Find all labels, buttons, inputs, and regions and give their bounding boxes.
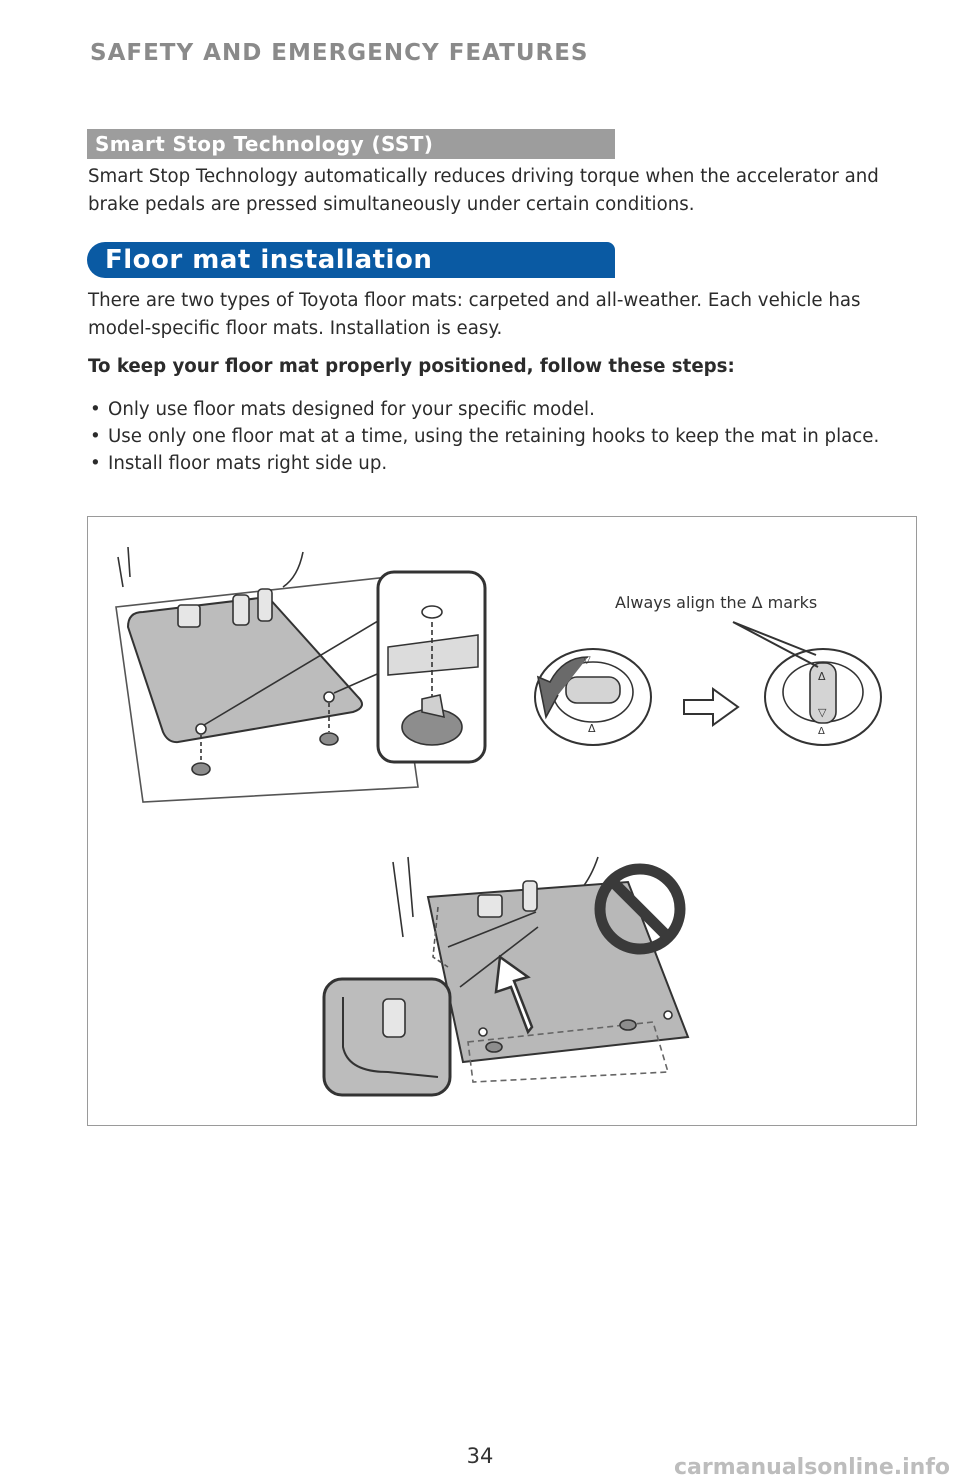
sst-heading: Smart Stop Technology (SST) — [87, 129, 615, 159]
floor-mat-intro: There are two types of Toyota floor mats: carpeted and all-weather. Each vehicle has model-specific floor mats. Installation is easy. — [88, 290, 861, 339]
watermark: carmanualsonline.info — [674, 1455, 950, 1480]
steps-list — [88, 396, 908, 477]
list-item: • Use only one floor mat at a time, using the retaining hooks to keep the mat in place. — [88, 423, 908, 450]
floor-mat-hook-illustration — [116, 547, 485, 802]
svg-text:▽: ▽ — [583, 655, 591, 666]
steps-heading: To keep your floor mat properly positioned, follow these steps: — [88, 356, 735, 377]
svg-text:Δ: Δ — [818, 726, 825, 737]
svg-text:Δ: Δ — [588, 722, 596, 735]
list-item: • Only use floor mats designed for your specific model. — [88, 396, 908, 423]
svg-text:▽: ▽ — [818, 706, 827, 719]
floor-mat-figure — [87, 516, 917, 1126]
svg-text:Δ: Δ — [818, 670, 826, 683]
page-number: 34 — [466, 1444, 494, 1468]
list-item: • Install floor mats right side up. — [88, 450, 908, 477]
sst-body: Smart Stop Technology automatically reduces driving torque when the accelerator and brake pedals are pressed simultaneously under certain conditions. — [88, 166, 879, 215]
retaining-clip-rotate-illustration — [535, 622, 881, 745]
incorrect-mat-illustration — [324, 857, 688, 1095]
align-marks-label: Always align the Δ marks — [615, 593, 818, 612]
floor-mat-heading: Floor mat installation — [87, 242, 615, 278]
section-title: SAFETY AND EMERGENCY FEATURES — [90, 40, 589, 66]
